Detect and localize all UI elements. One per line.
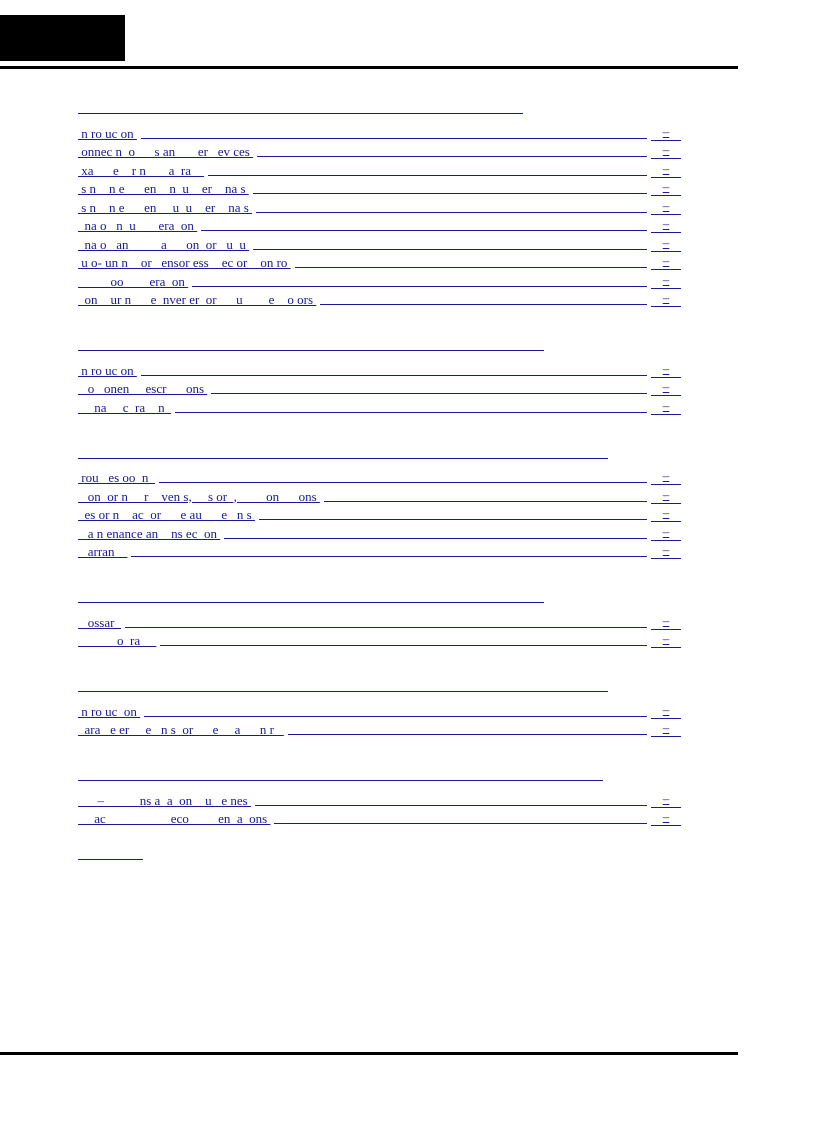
toc-entry-label: ara e er e n s or e a n r	[78, 722, 284, 737]
toc-section	[78, 337, 681, 415]
toc-entry-label: na o an a on or u u	[78, 236, 250, 252]
toc-entry-label: n ro uc on	[78, 125, 137, 141]
toc-entry-link[interactable]	[78, 700, 681, 719]
toc-entry-label: n ro uc on	[78, 703, 141, 719]
toc-entry-page-number: –	[651, 272, 681, 289]
toc-entry-link[interactable]	[78, 485, 681, 504]
toc-section-heading-link[interactable]	[78, 589, 544, 603]
toc-entry-link[interactable]	[78, 289, 681, 308]
toc-entry-leader	[324, 501, 647, 502]
toc-entry-label: na o n u era on	[78, 218, 198, 233]
toc-entry-leader	[141, 138, 647, 139]
toc-entry-page-number: –	[651, 253, 681, 270]
toc-entry-page-number: –	[651, 379, 681, 396]
toc-entry-page-number: –	[651, 505, 681, 522]
toc-section	[78, 767, 681, 826]
toc-entry-label: ac eco en a ons	[78, 811, 271, 826]
toc-entry-page-number: –	[651, 720, 681, 737]
toc-entry-leader	[201, 230, 647, 231]
toc-entry-label: on ur n e nver er or u e o ors	[78, 292, 317, 307]
toc-section-heading-link[interactable]	[78, 445, 608, 459]
toc-entry-leader	[288, 734, 647, 735]
toc-entry-label: u o- un n or ensor ess ec or on ro	[78, 255, 291, 270]
toc-entry-link[interactable]	[78, 233, 681, 252]
toc-entry-page-number: –	[651, 124, 681, 141]
toc-section-heading-link[interactable]	[78, 767, 603, 781]
toc-entry-page-number: –	[651, 142, 681, 159]
toc-entry-page-number: –	[651, 361, 681, 378]
toc-entry-page-number: –	[651, 613, 681, 630]
toc-entry-link[interactable]	[78, 252, 681, 271]
toc-entry-leader	[253, 249, 647, 250]
toc-entry-label: s n n e en n u er na s	[78, 181, 249, 196]
toc-entry-label: na c ra n	[78, 399, 172, 415]
toc-entry-link[interactable]	[78, 159, 681, 178]
toc-entry-link[interactable]	[78, 611, 681, 630]
toc-section	[78, 589, 681, 648]
toc-entry-label: rou es oo n	[78, 470, 155, 485]
toc-entry-leader	[159, 482, 647, 483]
toc-entry-page-number: –	[651, 487, 681, 504]
toc-entry-leader	[295, 267, 647, 268]
toc-section-heading-link[interactable]	[78, 100, 523, 114]
toc-entry-label: xa e r n a ra	[78, 162, 204, 178]
toc-entry-page-number: –	[651, 235, 681, 252]
header-rule	[0, 66, 738, 69]
toc-entry-page-number: –	[651, 702, 681, 719]
toc-section-heading-link[interactable]	[78, 337, 544, 351]
toc-entry-link[interactable]	[78, 359, 681, 378]
toc-entry-label: o onen escr ons	[78, 381, 208, 396]
toc-entry-link[interactable]	[78, 522, 681, 541]
toc-entry-label: arran	[78, 544, 128, 559]
toc-entry-link[interactable]	[78, 504, 681, 523]
toc-section-heading-link[interactable]	[78, 678, 608, 692]
toc-entry-page-number: –	[651, 398, 681, 415]
table-of-contents	[78, 100, 681, 860]
toc-entry-page-number: –	[651, 179, 681, 196]
toc-entry-label: o ra	[78, 633, 157, 648]
toc-entry-label: s n n e en u u er na s	[78, 199, 253, 215]
toc-entry-label: es or n ac or e au e n s	[78, 507, 255, 522]
toc-entry-label: on or n r ven s, s or , on ons	[78, 488, 320, 504]
toc-entry-link[interactable]	[78, 789, 681, 808]
toc-entry-leader	[320, 304, 647, 305]
toc-section	[78, 678, 681, 737]
toc-entry-leader	[259, 519, 647, 520]
toc-entry-link[interactable]	[78, 808, 681, 827]
toc-entry-page-number: –	[651, 524, 681, 541]
toc-entry-leader	[274, 823, 647, 824]
toc-entry-leader	[208, 175, 647, 176]
toc-entry-leader	[255, 805, 647, 806]
toc-entry-leader	[224, 538, 647, 539]
toc-entry-page-number: –	[651, 198, 681, 215]
toc-entry-leader	[192, 286, 647, 287]
toc-entry-page-number: –	[651, 216, 681, 233]
toc-entry-link[interactable]	[78, 178, 681, 197]
toc-entry-link[interactable]	[78, 467, 681, 486]
toc-section	[78, 445, 681, 560]
toc-entry-leader	[125, 627, 647, 628]
toc-entry-page-number: –	[651, 809, 681, 826]
toc-entry-label: oo era on	[78, 273, 189, 289]
toc-entry-link[interactable]	[78, 541, 681, 560]
toc-entry-label: a n enance an ns ec on	[78, 525, 221, 541]
toc-entry-link[interactable]	[78, 215, 681, 234]
toc-entry-link[interactable]	[78, 378, 681, 397]
toc-entry-page-number: –	[651, 791, 681, 808]
toc-entry-link[interactable]	[78, 270, 681, 289]
toc-entry-page-number: –	[651, 631, 681, 648]
toc-entry-link[interactable]	[78, 122, 681, 141]
toc-entry-leader	[211, 393, 647, 394]
toc-entry-page-number: –	[651, 468, 681, 485]
header-black-block	[0, 15, 125, 61]
toc-entry-link[interactable]	[78, 196, 681, 215]
toc-entry-link[interactable]	[78, 141, 681, 160]
toc-entry-leader	[175, 412, 647, 413]
toc-entry-leader	[257, 156, 647, 157]
toc-entry-leader	[141, 375, 647, 376]
toc-entry-page-number: –	[651, 161, 681, 178]
toc-entry-link[interactable]	[78, 719, 681, 738]
toc-entry-leader	[160, 645, 647, 646]
toc-entry-link[interactable]	[78, 630, 681, 649]
toc-entry-page-number: –	[651, 290, 681, 307]
toc-entry-link[interactable]	[78, 396, 681, 415]
toc-entry-leader	[256, 212, 647, 213]
toc-entry-leader	[144, 716, 647, 717]
toc-entry-leader	[253, 193, 647, 194]
toc-section	[78, 100, 681, 307]
index-link[interactable]	[78, 850, 143, 860]
toc-entry-leader	[131, 556, 647, 557]
footer-rule	[0, 1052, 738, 1055]
toc-entry-label: ossar	[78, 614, 121, 630]
toc-entry-label: n ro uc on	[78, 362, 137, 378]
toc-entry-label: – ns a a on u e nes	[78, 792, 251, 808]
toc-entry-page-number: –	[651, 542, 681, 559]
toc-entry-label: onnec n o s an er ev ces	[78, 144, 254, 159]
